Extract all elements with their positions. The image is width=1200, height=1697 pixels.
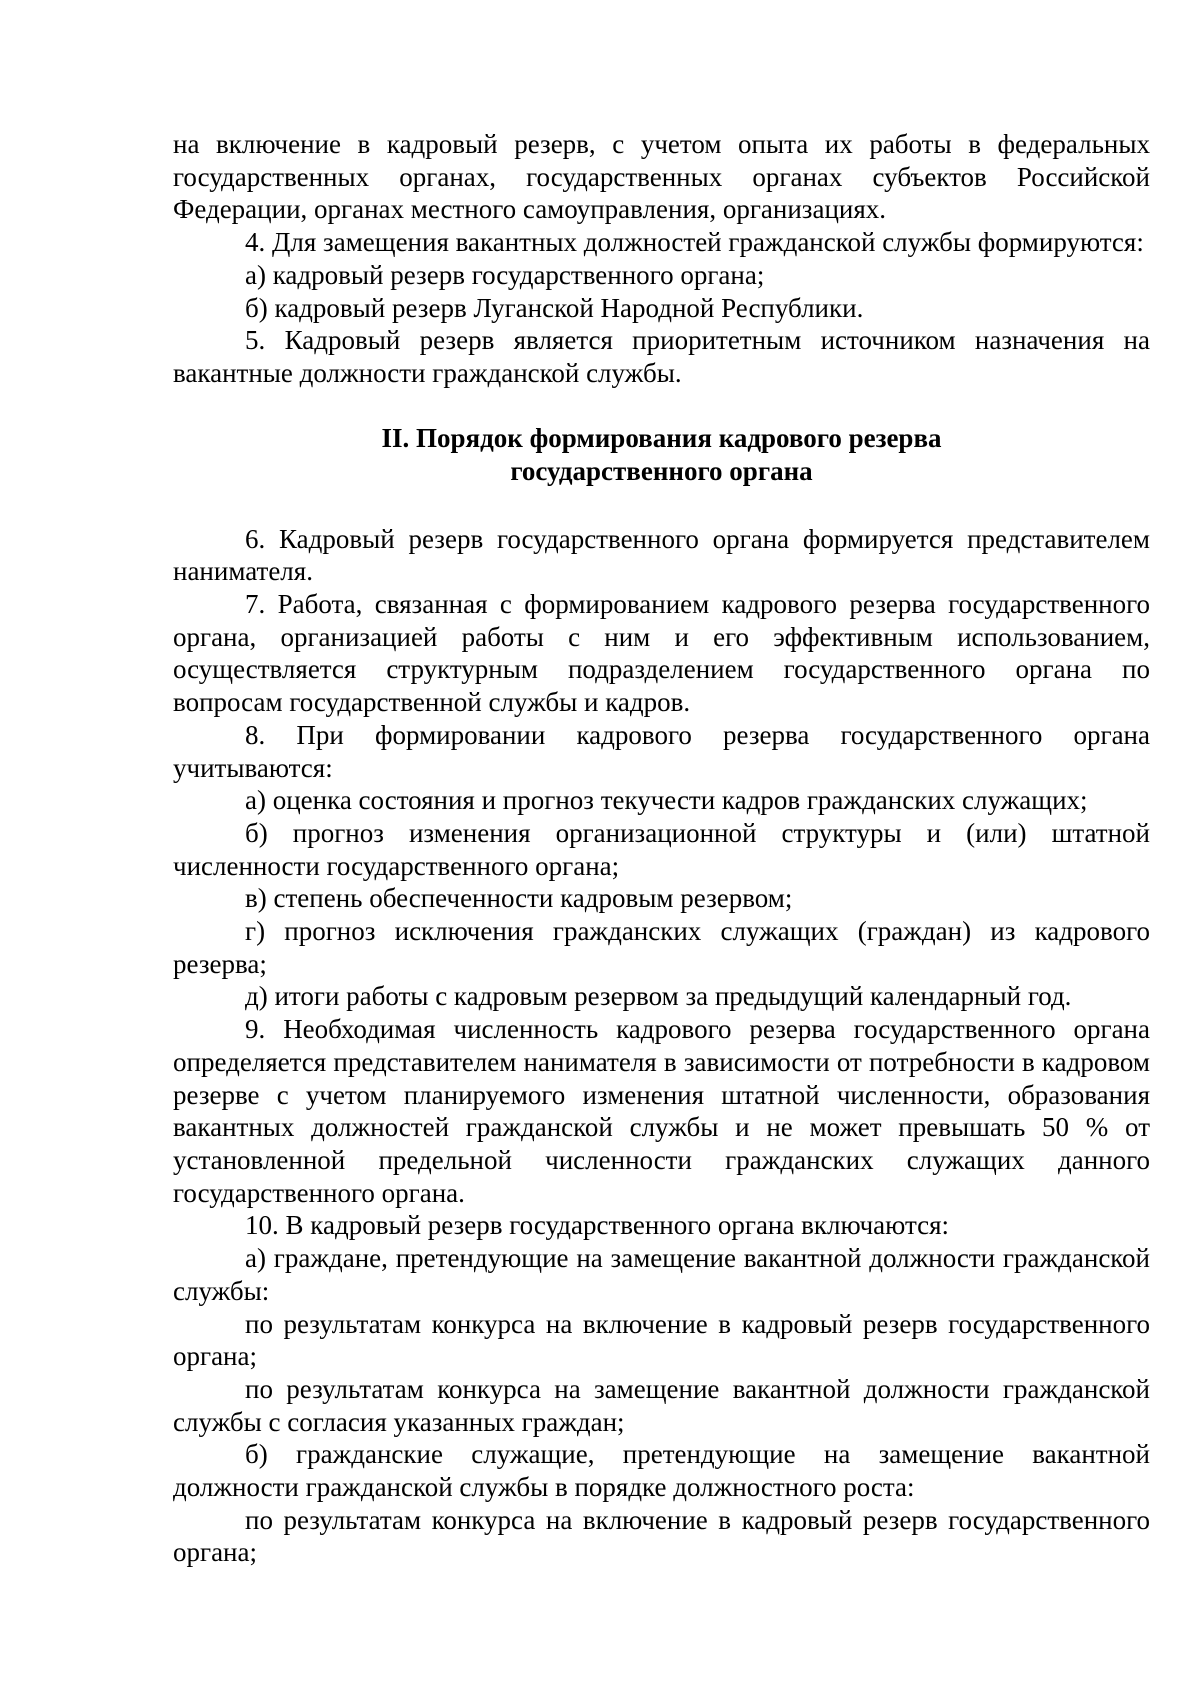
paragraph-item-8g: г) прогноз исключения гражданских служащих (граждан) из кадрового резерва; xyxy=(173,916,1150,979)
paragraph-item-8d: д) итоги работы с кадровым резервом за предыдущий календарный год. xyxy=(245,981,1072,1012)
paragraph-item-6: 6. Кадровый резерв государственного органа формируется представителем нанимателя. xyxy=(173,523,1150,587)
paragraph-item-10b-1: по результатам конкурса на включение в кадровый резерв государственного органа; xyxy=(173,1504,1150,1568)
paragraph-item-4: 4. Для замещения вакантных должностей гражданской службы формируются: xyxy=(245,227,1144,258)
section-heading xyxy=(173,422,1150,488)
paragraph-item-8b: б) прогноз изменения организационной структуры и (или) штатной численности государственного органа; xyxy=(173,817,1150,881)
paragraph-item-10b: б) гражданские служащие, претендующие на замещение вакантной должности гражданской службы в порядке должностного роста: xyxy=(173,1439,1150,1503)
paragraph-item-10: 10. В кадровый резерв государственного органа включаются: xyxy=(245,1210,950,1241)
paragraph-item-8a: а) оценка состояния и прогноз текучести кадров гражданских служащих; xyxy=(245,785,1088,816)
paragraph-item-4a: а) кадровый резерв государственного органа; xyxy=(245,259,765,290)
paragraph-item-8: 8. При формировании кадрового резерва государственного органа учитываются: xyxy=(173,719,1150,783)
paragraph-item-10a-1: по результатам конкурса на включение в кадровый резерв государственного органа; xyxy=(173,1308,1150,1372)
section-heading-line-1: II. Порядок формирования кадрового резерва xyxy=(381,422,942,453)
paragraph-item-9: 9. Необходимая численность кадрового резерва государственного органа определяется представителем нанимателя в зависимости от потребности в кадровом резерве с учетом планируемого изменения штатной численности, образования вакантных должностей гражданской службы и не может превышать 50 % от установленной предельной численности гражданских служащих данного государственного органа. xyxy=(173,1014,1150,1208)
paragraph-item-4b: б) кадровый резерв Луганской Народной Республики. xyxy=(245,292,864,323)
paragraph-item-7: 7. Работа, связанная с формированием кадрового резерва государственного органа, организацией работы с ним и его эффективным использованием, осуществляется структурным подразделением государственного органа по вопросам государственной службы и кадров. xyxy=(173,589,1150,718)
paragraph-item-10a-2: по результатам конкурса на замещение вакантной должности гражданской службы с согласия указанных граждан; xyxy=(173,1373,1150,1437)
section-heading-line-2: государственного органа xyxy=(510,455,813,486)
paragraph-item-10a: а) граждане, претендующие на замещение вакантной должности гражданской службы: xyxy=(173,1243,1150,1306)
paragraph-continuation: на включение в кадровый резерв, с учетом опыта их работы в федеральных государственных органах, государственных органах субъектов Российской Федерации, органах местного самоуправления, организациях. xyxy=(173,129,1150,225)
paragraph-item-5: 5. Кадровый резерв является приоритетным источником назначения на вакантные должности гражданской службы. xyxy=(173,325,1150,388)
paragraph-item-8v: в) степень обеспеченности кадровым резервом; xyxy=(245,883,793,914)
document-page xyxy=(173,128,1150,1569)
